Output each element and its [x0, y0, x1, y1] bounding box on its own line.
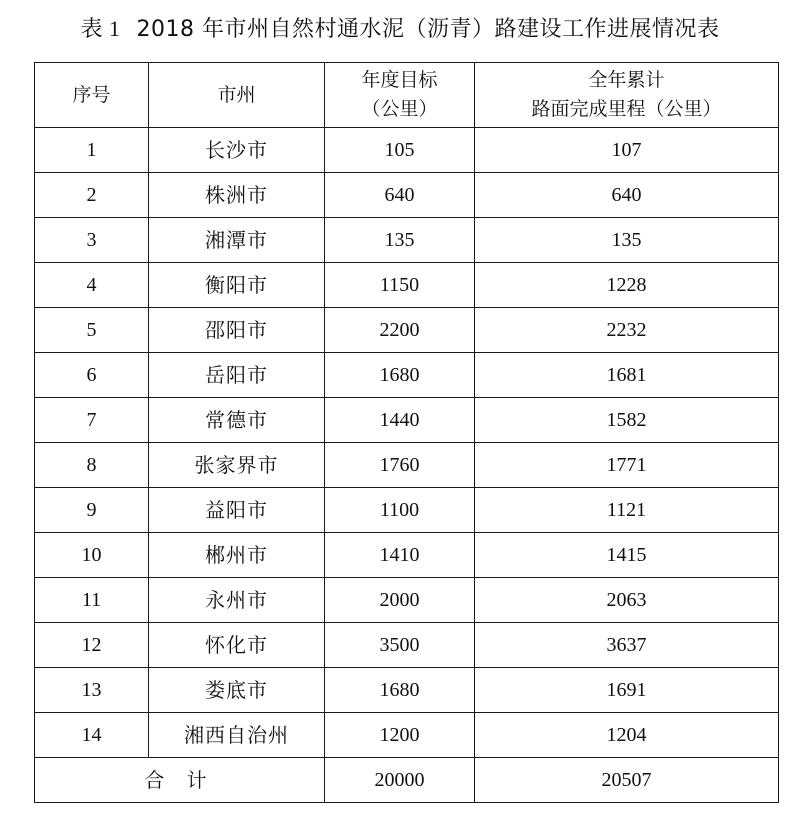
total-target: 20000 [325, 758, 475, 803]
cell-target: 3500 [325, 623, 475, 668]
cell-completed: 3637 [475, 623, 779, 668]
cell-index: 9 [35, 488, 149, 533]
header-row [35, 63, 779, 128]
table-body [35, 128, 779, 803]
cell-city: 衡阳市 [149, 263, 325, 308]
table-row [35, 128, 779, 173]
cell-target: 1150 [325, 263, 475, 308]
cell-city: 湘西自治州 [149, 713, 325, 758]
header-city: 市州 [149, 63, 325, 128]
progress-table [34, 62, 779, 803]
table-row [35, 713, 779, 758]
cell-completed: 107 [475, 128, 779, 173]
cell-target: 640 [325, 173, 475, 218]
cell-target: 1200 [325, 713, 475, 758]
cell-target: 1100 [325, 488, 475, 533]
cell-index: 3 [35, 218, 149, 263]
cell-index: 4 [35, 263, 149, 308]
total-completed: 20507 [475, 758, 779, 803]
table-row [35, 533, 779, 578]
cell-target: 1680 [325, 668, 475, 713]
cell-completed: 2232 [475, 308, 779, 353]
cell-target: 135 [325, 218, 475, 263]
table-label: 表 1 [80, 16, 121, 41]
cell-completed: 640 [475, 173, 779, 218]
table-row [35, 668, 779, 713]
cell-completed: 1582 [475, 398, 779, 443]
cell-target: 2200 [325, 308, 475, 353]
cell-city: 株洲市 [149, 173, 325, 218]
cell-city: 娄底市 [149, 668, 325, 713]
cell-completed: 1415 [475, 533, 779, 578]
table-row [35, 443, 779, 488]
cell-target: 105 [325, 128, 475, 173]
cell-completed: 1121 [475, 488, 779, 533]
cell-index: 2 [35, 173, 149, 218]
cell-completed: 1771 [475, 443, 779, 488]
cell-target: 1680 [325, 353, 475, 398]
cell-city: 永州市 [149, 578, 325, 623]
cell-city: 益阳市 [149, 488, 325, 533]
cell-index: 5 [35, 308, 149, 353]
cell-city: 邵阳市 [149, 308, 325, 353]
cell-index: 11 [35, 578, 149, 623]
table-row [35, 623, 779, 668]
cell-city: 湘潭市 [149, 218, 325, 263]
table-row [35, 218, 779, 263]
cell-index: 8 [35, 443, 149, 488]
header-annual-target-line1: 年度目标 [361, 69, 438, 91]
cell-city: 岳阳市 [149, 353, 325, 398]
cell-completed: 1681 [475, 353, 779, 398]
cell-index: 7 [35, 398, 149, 443]
cell-city: 郴州市 [149, 533, 325, 578]
table-row [35, 308, 779, 353]
table-row [35, 353, 779, 398]
total-label: 合 计 [35, 758, 325, 803]
cell-completed: 1691 [475, 668, 779, 713]
header-cumulative-completed [475, 63, 779, 128]
cell-completed: 135 [475, 218, 779, 263]
cell-target: 1760 [325, 443, 475, 488]
cell-target: 1440 [325, 398, 475, 443]
document-title [0, 12, 800, 43]
header-annual-target-line2: （公里） [361, 98, 438, 120]
cell-index: 13 [35, 668, 149, 713]
cell-city: 张家界市 [149, 443, 325, 488]
cell-index: 12 [35, 623, 149, 668]
table-title: 2018 年市州自然村通水泥（沥青）路建设工作进展情况表 [136, 17, 720, 42]
header-cumulative-line1: 全年累计 [588, 69, 665, 91]
header-annual-target [325, 63, 475, 128]
cell-index: 14 [35, 713, 149, 758]
table-row [35, 488, 779, 533]
cell-city: 常德市 [149, 398, 325, 443]
table-row [35, 398, 779, 443]
cell-index: 6 [35, 353, 149, 398]
table-row [35, 578, 779, 623]
cell-target: 2000 [325, 578, 475, 623]
header-index: 序号 [35, 63, 149, 128]
cell-completed: 1228 [475, 263, 779, 308]
cell-city: 长沙市 [149, 128, 325, 173]
total-row [35, 758, 779, 803]
header-cumulative-line2: 路面完成里程（公里） [531, 98, 722, 120]
cell-target: 1410 [325, 533, 475, 578]
table-row [35, 173, 779, 218]
cell-index: 10 [35, 533, 149, 578]
cell-city: 怀化市 [149, 623, 325, 668]
cell-completed: 1204 [475, 713, 779, 758]
table-row [35, 263, 779, 308]
cell-completed: 2063 [475, 578, 779, 623]
cell-index: 1 [35, 128, 149, 173]
